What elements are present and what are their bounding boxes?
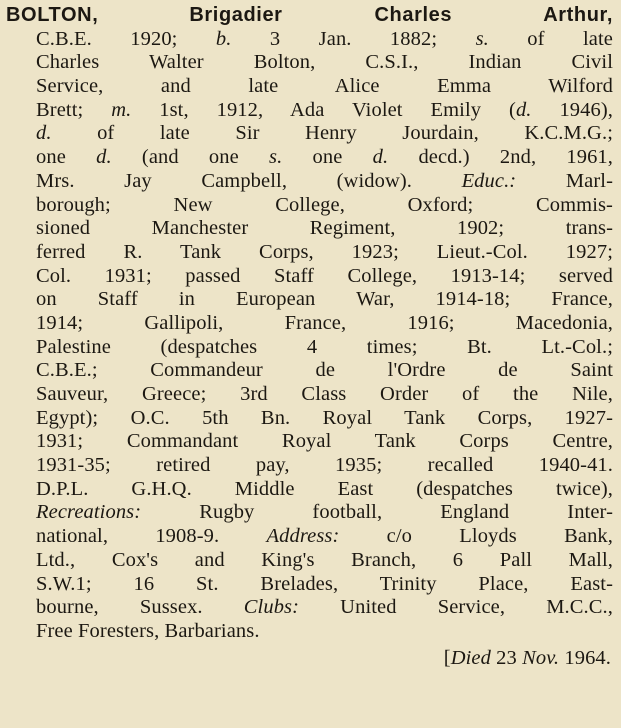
text-run: 1931; Commandant Royal Tank Corps Centre, — [36, 430, 613, 453]
text-run: Col. 1931; passed Staff College, 1913-14; served — [36, 264, 613, 287]
text-run: Mrs. Jay Campbell, (widow). — [36, 169, 462, 192]
italic-text: s. — [475, 27, 489, 50]
text-run: Egypt); O.C. 5th Bn. Royal Tank Corps, 1927- — [36, 406, 613, 429]
entry-line — [6, 430, 613, 454]
entry-line — [6, 51, 613, 75]
text-run: of late Sir Henry Jourdain, K.C.M.G.; — [51, 122, 613, 145]
entry-line — [6, 454, 613, 478]
italic-text: d. — [515, 98, 532, 121]
italic-text: m. — [111, 98, 132, 121]
entry-line — [6, 288, 613, 312]
entry-line — [6, 241, 613, 265]
italic-text: Died — [450, 646, 491, 669]
text-run: 1st, 1912, Ada Violet Emily ( — [131, 98, 516, 121]
entry-line — [6, 359, 613, 383]
italic-text: d. — [36, 122, 52, 145]
text-run: S.W.1; 16 St. Brelades, Trinity Place, East- — [36, 572, 613, 595]
entry-line — [6, 75, 613, 99]
text-run: 1946), — [531, 98, 613, 121]
entry-line — [6, 312, 613, 336]
italic-text: Clubs: — [243, 596, 300, 619]
biographical-entry — [6, 4, 613, 670]
text-run: Marl- — [516, 169, 613, 192]
entry-line — [6, 28, 613, 52]
entry-line — [6, 194, 613, 218]
entry-line — [6, 525, 613, 549]
entry-line — [6, 122, 613, 146]
death-notice — [6, 647, 613, 671]
text-run: D.P.L. G.H.Q. Middle East (despatches twice), — [36, 477, 613, 500]
text-run: Free Foresters, Barbarians. — [36, 619, 260, 642]
text-run: Brett; — [36, 98, 112, 121]
text-run: national, 1908-9. — [36, 525, 267, 548]
text-run: United Service, M.C.C., — [299, 596, 613, 619]
text-run: decd.) 2nd, 1961, — [388, 146, 613, 169]
entry-surname: BOLTON, — [6, 4, 99, 26]
entry-line — [6, 170, 613, 194]
text-run: Rugby football, England Inter- — [141, 501, 613, 524]
text-run: one — [282, 146, 373, 169]
text-run: C.B.E.; Commandeur de l'Ordre de Saint — [36, 359, 613, 382]
text-run: Sauveur, Greece; 3rd Class Order of the Nile, — [36, 383, 613, 405]
entry-body — [6, 28, 613, 644]
text-run: [ — [443, 646, 451, 669]
entry-line — [6, 501, 613, 525]
entry-line — [6, 336, 613, 360]
entry-line — [6, 596, 613, 620]
entry-line — [6, 573, 613, 597]
entry-line — [6, 383, 613, 407]
text-run: 1964. — [559, 646, 611, 669]
text-run: borough; New College, Oxford; Commis- — [36, 193, 613, 216]
text-run: Charles Walter Bolton, C.S.I., Indian Civil — [36, 51, 613, 74]
text-run: bourne, Sussex. — [36, 596, 244, 619]
text-run: Ltd., Cox's and King's Branch, 6 Pall Mall, — [36, 548, 613, 571]
text-run: of late — [488, 27, 613, 50]
entry-line — [6, 265, 613, 289]
italic-text: d. — [372, 146, 389, 169]
italic-text: Recreations: — [36, 501, 142, 524]
entry-line — [6, 146, 613, 170]
entry-line — [6, 478, 613, 502]
text-run: (and one — [111, 146, 270, 169]
entry-line — [6, 620, 613, 644]
italic-text: Educ.: — [461, 169, 517, 192]
text-run: C.B.E. 1920; — [36, 27, 216, 50]
text-run: Service, and late Alice Emma Wilford — [36, 75, 613, 98]
text-run: 3 Jan. 1882; — [231, 27, 476, 50]
text-run: ferred R. Tank Corps, 1923; Lieut.-Col. 1927; — [36, 240, 613, 263]
entry-line — [6, 99, 613, 123]
text-run: Palestine (despatches 4 times; Bt. Lt.-Col.; — [36, 335, 613, 358]
text-run: one — [36, 146, 97, 169]
italic-text: b. — [215, 27, 232, 50]
italic-text: Address: — [266, 525, 340, 548]
text-run: 1914; Gallipoli, France, 1916; Macedonia, — [36, 311, 613, 334]
entry-heading-line — [6, 4, 613, 28]
text-run: c/o Lloyds Bank, — [339, 525, 613, 548]
italic-text: s. — [269, 146, 283, 169]
italic-text: d. — [96, 146, 112, 169]
entry-line — [6, 407, 613, 431]
italic-text: Nov. — [522, 646, 560, 669]
text-run: 1931-35; retired pay, 1935; recalled 1940-41. — [36, 454, 613, 477]
entry-title-name: Brigadier Charles Arthur, — [189, 4, 613, 26]
text-run: on Staff in European War, 1914-18; France, — [36, 288, 613, 311]
entry-line — [6, 217, 613, 241]
text-run: sioned Manchester Regiment, 1902; trans- — [36, 217, 613, 240]
text-run: 23 — [490, 646, 523, 669]
entry-line — [6, 549, 613, 573]
